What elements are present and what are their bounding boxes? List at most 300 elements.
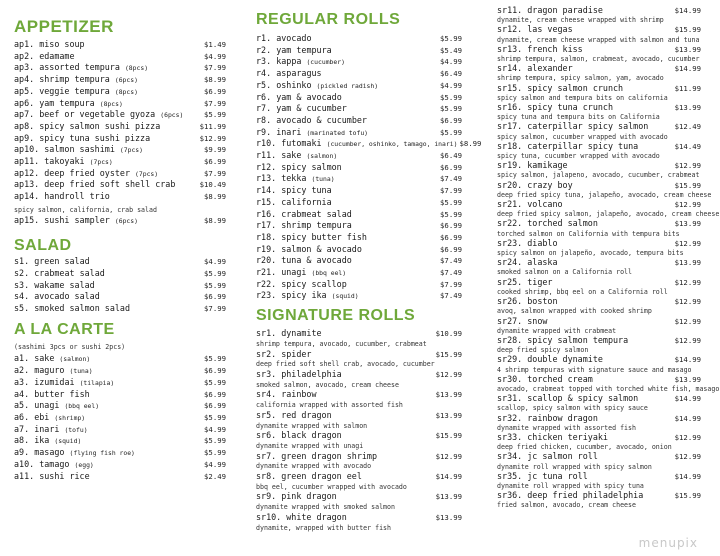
menu-item bbox=[14, 168, 226, 180]
item-note: (6pcs) bbox=[160, 111, 184, 120]
menu-item bbox=[497, 432, 701, 443]
item-name bbox=[256, 220, 352, 231]
item-price: $5.99 bbox=[204, 412, 226, 422]
item-name bbox=[256, 33, 311, 44]
item-label: torched cream bbox=[527, 373, 593, 384]
menu-item bbox=[497, 238, 701, 249]
item-price: $12.99 bbox=[674, 161, 701, 171]
item-label: butter fish bbox=[34, 388, 90, 399]
handroll-desc: spicy salmon, california, crab salad bbox=[14, 205, 157, 214]
menu-item bbox=[256, 45, 462, 57]
item-label: avocado & cucumber bbox=[276, 114, 367, 125]
item-name bbox=[256, 115, 367, 126]
item-code: r14. bbox=[256, 185, 277, 196]
item-price: $11.99 bbox=[674, 83, 701, 93]
item-label: unagi bbox=[34, 400, 60, 411]
item-name bbox=[256, 349, 311, 360]
item-code: sr13. bbox=[497, 43, 523, 54]
item-code: a7. bbox=[14, 423, 30, 434]
menu-item bbox=[497, 141, 701, 152]
menu-item bbox=[256, 80, 462, 92]
item-label: oshinko bbox=[276, 79, 312, 90]
item-label: yam tempura bbox=[276, 44, 332, 55]
menu-item bbox=[256, 491, 462, 503]
item-label: inari bbox=[34, 423, 60, 434]
item-name bbox=[497, 83, 623, 93]
menu-item bbox=[497, 316, 701, 327]
item-label: handroll trio bbox=[44, 191, 110, 202]
item-name bbox=[256, 173, 335, 185]
menu-item bbox=[256, 349, 462, 361]
item-price: $5.49 bbox=[440, 45, 462, 55]
item-label: rainbow dragon bbox=[527, 412, 598, 423]
item-description: shrimp tempura, spicy salmon, yam, avocado bbox=[497, 74, 664, 83]
item-name bbox=[14, 389, 90, 400]
item-name bbox=[14, 353, 90, 365]
item-note: (shrimp) bbox=[54, 413, 86, 422]
item-price: $7.99 bbox=[204, 63, 226, 73]
item-name bbox=[497, 354, 603, 364]
item-price: $5.99 bbox=[440, 209, 462, 219]
item-code: s4. bbox=[14, 291, 30, 302]
item-price: $6.99 bbox=[440, 244, 462, 254]
item-code: a2. bbox=[14, 365, 30, 376]
item-price: $4.99 bbox=[204, 257, 226, 267]
item-name bbox=[14, 168, 158, 180]
item-code: sr5. bbox=[256, 409, 277, 420]
menu-item bbox=[14, 389, 226, 401]
menu-item bbox=[497, 63, 701, 74]
item-price: $6.99 bbox=[440, 221, 462, 231]
item-price: $12.99 bbox=[674, 452, 701, 462]
item-code: ap4. bbox=[14, 74, 35, 85]
item-code: sr7. bbox=[256, 450, 277, 461]
item-price: $7.99 bbox=[204, 304, 226, 314]
item-code: r13. bbox=[256, 173, 277, 184]
item-code: sr18. bbox=[497, 140, 523, 151]
item-description: fried salmon, avocado, cream cheese bbox=[497, 501, 636, 510]
item-label: jc tuna roll bbox=[527, 470, 588, 481]
item-label: avocado bbox=[276, 33, 312, 43]
item-price: $12.99 bbox=[435, 451, 462, 461]
item-price: $12.99 bbox=[674, 200, 701, 210]
item-code: r4. bbox=[256, 68, 272, 79]
item-code: ap11. bbox=[14, 156, 40, 167]
item-name bbox=[256, 267, 346, 279]
item-description: dynamite wrapped with assorted fish bbox=[497, 423, 636, 432]
menu-item bbox=[497, 354, 701, 365]
item-price: $13.99 bbox=[435, 390, 462, 400]
item-label: green dragon eel bbox=[281, 471, 362, 482]
item-label: futomaki bbox=[281, 138, 322, 149]
item-name bbox=[14, 365, 93, 377]
item-name bbox=[256, 68, 322, 79]
item-label: beef or vegetable gyoza bbox=[39, 109, 156, 120]
menu-item bbox=[14, 412, 226, 424]
menu-item bbox=[256, 328, 462, 340]
item-code: ap3. bbox=[14, 62, 35, 73]
item-price: $12.99 bbox=[674, 432, 701, 442]
menu-item bbox=[14, 215, 226, 227]
item-name bbox=[256, 232, 367, 243]
item-description: dynamite wrapped with smoked salmon bbox=[256, 503, 395, 512]
item-label: french kiss bbox=[527, 43, 583, 54]
menu-item bbox=[256, 410, 462, 422]
menu-item bbox=[497, 160, 701, 171]
menu-item bbox=[497, 257, 701, 268]
item-label: tuna & avocado bbox=[281, 255, 352, 266]
menu-item bbox=[256, 512, 462, 524]
item-label: izumidai bbox=[34, 376, 75, 387]
item-code: a11. bbox=[14, 470, 35, 481]
item-price: $7.99 bbox=[440, 186, 462, 196]
item-description: deep fried spicy tuna, jalapeño, avocado, cream cheese bbox=[497, 190, 712, 199]
item-code: sr2. bbox=[256, 348, 277, 359]
alacarte-title: A LA CARTE bbox=[14, 320, 115, 338]
item-code: r11. bbox=[256, 150, 277, 161]
item-label: green dragon shrimp bbox=[281, 450, 378, 461]
item-description: bbq eel, cucumber wrapped with avocado bbox=[256, 482, 407, 491]
item-description: deep fried spicy salmon, jalapeño, avocado, cream cheese bbox=[497, 210, 720, 219]
item-code: sr17. bbox=[497, 121, 523, 132]
menu-item bbox=[14, 353, 226, 365]
menu-item bbox=[14, 365, 226, 377]
item-code: sr32. bbox=[497, 412, 523, 423]
item-code: a8. bbox=[14, 435, 30, 446]
menu-item bbox=[256, 173, 462, 185]
item-label: veggie tempura bbox=[39, 85, 110, 96]
item-name bbox=[497, 141, 638, 151]
item-code: s1. bbox=[14, 256, 30, 267]
menu-item bbox=[256, 267, 462, 279]
item-label: tekka bbox=[281, 173, 307, 184]
item-note: (bbq eel) bbox=[64, 402, 100, 411]
item-name bbox=[497, 160, 568, 170]
item-description: dynamite, wrapped with butter fish bbox=[256, 523, 391, 532]
menu-item bbox=[14, 400, 226, 412]
menu-item bbox=[497, 83, 701, 94]
item-code: sr9. bbox=[256, 491, 277, 502]
item-price: $12.99 bbox=[435, 369, 462, 379]
item-label: masago bbox=[34, 447, 65, 458]
item-name bbox=[256, 389, 317, 400]
item-name bbox=[497, 296, 558, 306]
menu-item bbox=[256, 255, 462, 267]
item-description: dynamite roll wrapped with spicy salmon bbox=[497, 462, 652, 471]
item-label: deep fried oyster bbox=[44, 167, 130, 178]
item-label: avocado salad bbox=[34, 291, 100, 302]
item-code: s2. bbox=[14, 267, 30, 278]
item-label: snow bbox=[527, 315, 548, 326]
column-left bbox=[14, 0, 226, 482]
item-label: green salad bbox=[34, 256, 90, 267]
menu-item bbox=[497, 199, 701, 210]
item-name bbox=[14, 62, 148, 74]
item-code: sr23. bbox=[497, 237, 523, 248]
item-code: r1. bbox=[256, 33, 272, 43]
item-label: deep fried philadelphia bbox=[527, 490, 644, 501]
menu-item bbox=[14, 74, 226, 86]
item-name bbox=[497, 5, 603, 15]
item-name bbox=[14, 39, 85, 50]
item-code: r22. bbox=[256, 278, 277, 289]
item-code: sr4. bbox=[256, 389, 277, 400]
menu-item bbox=[256, 197, 462, 209]
item-label: diablo bbox=[527, 237, 558, 248]
item-name bbox=[14, 268, 105, 279]
item-description: avoq, salmon wrapped with cooked shrimp bbox=[497, 307, 652, 316]
item-description: dynamite wrapped with salmon bbox=[256, 421, 368, 430]
menu-item bbox=[256, 92, 462, 104]
item-price: $12.99 bbox=[674, 335, 701, 345]
item-price: $7.99 bbox=[204, 98, 226, 108]
item-description: dynamite roll wrapped with spicy tuna bbox=[497, 481, 644, 490]
menu-item bbox=[14, 191, 226, 203]
item-code: sr11. bbox=[497, 5, 523, 15]
item-label: scallop & spicy salmon bbox=[527, 393, 639, 404]
item-price: $8.99 bbox=[459, 139, 482, 149]
item-code: sr22. bbox=[497, 218, 523, 229]
item-name bbox=[256, 491, 337, 502]
menu-item bbox=[14, 471, 226, 483]
item-note: (7pcs) bbox=[135, 169, 159, 178]
item-price: $7.99 bbox=[440, 279, 462, 289]
menu-item bbox=[497, 121, 701, 132]
item-code: r6. bbox=[256, 91, 272, 102]
item-name bbox=[14, 86, 138, 98]
menu-item bbox=[256, 471, 462, 483]
item-description: avocado, crabmeat topped with torched white fish, masago bbox=[497, 384, 720, 393]
item-price: $6.99 bbox=[204, 157, 226, 167]
item-price: $5.99 bbox=[440, 34, 462, 43]
menu-item bbox=[256, 451, 462, 463]
item-label: sushi rice bbox=[39, 470, 90, 481]
item-description: dynamite, cream cheese wrapped with shrimp bbox=[497, 16, 664, 25]
item-name bbox=[497, 180, 573, 190]
item-price: $14.99 bbox=[674, 6, 701, 15]
column-middle bbox=[256, 0, 482, 532]
menu-item bbox=[256, 185, 462, 197]
regular-list bbox=[256, 33, 482, 302]
item-label: volcano bbox=[527, 199, 563, 210]
item-price: $5.99 bbox=[440, 92, 462, 102]
item-price: $14.99 bbox=[674, 64, 701, 74]
item-code: sr6. bbox=[256, 430, 277, 441]
item-code: sr12. bbox=[497, 24, 523, 35]
item-price: $13.99 bbox=[674, 374, 701, 384]
item-note: (flying fish roe) bbox=[69, 449, 135, 458]
menu-item bbox=[497, 277, 701, 288]
item-price: $5.99 bbox=[204, 280, 226, 290]
item-price: $8.99 bbox=[204, 75, 226, 85]
item-price: $5.99 bbox=[440, 104, 462, 114]
item-name bbox=[256, 162, 342, 173]
menu-item bbox=[14, 86, 226, 98]
item-code: sr34. bbox=[497, 451, 523, 462]
item-code: sr16. bbox=[497, 102, 523, 113]
item-code: a1. bbox=[14, 353, 30, 364]
appetizer-extra bbox=[14, 215, 226, 227]
menu-item bbox=[497, 471, 701, 482]
item-price: $5.99 bbox=[440, 197, 462, 207]
item-name bbox=[497, 257, 558, 267]
item-label: double dynamite bbox=[527, 354, 603, 365]
item-description: spicy salmon, cucumber wrapped with avocado bbox=[497, 132, 668, 141]
item-label: yam & cucumber bbox=[276, 103, 347, 114]
item-price: $12.99 bbox=[674, 316, 701, 326]
item-code: r10. bbox=[256, 138, 277, 149]
item-label: white dragon bbox=[286, 511, 347, 522]
item-price: $12.99 bbox=[199, 133, 226, 143]
menu-item bbox=[14, 459, 226, 471]
item-note: (8pcs) bbox=[99, 99, 123, 108]
item-price: $5.99 bbox=[204, 110, 226, 120]
item-label: chicken teriyaki bbox=[527, 431, 608, 442]
item-name bbox=[497, 393, 638, 403]
item-description: cooked shrimp, bbq eel on a California roll bbox=[497, 287, 668, 296]
item-code: a6. bbox=[14, 411, 30, 422]
item-code: sr26. bbox=[497, 296, 523, 307]
item-label: ebi bbox=[34, 411, 50, 422]
item-label: spicy salmon tempura bbox=[527, 334, 629, 345]
item-note: (cucumber, oshinko, tamago, inari) bbox=[326, 140, 458, 149]
item-label: boston bbox=[527, 296, 558, 307]
item-price: $13.99 bbox=[435, 410, 462, 420]
item-name bbox=[256, 328, 322, 339]
item-code: s3. bbox=[14, 279, 30, 290]
item-price: $4.99 bbox=[204, 459, 226, 469]
item-price: $2.49 bbox=[204, 471, 226, 481]
item-label: jc salmon roll bbox=[527, 451, 598, 462]
item-label: unagi bbox=[281, 267, 307, 278]
item-code: r8. bbox=[256, 114, 272, 125]
item-label: alexander bbox=[527, 63, 573, 74]
item-code: ap14. bbox=[14, 191, 40, 202]
item-code: r2. bbox=[256, 44, 272, 55]
item-description: spicy tuna, cucumber wrapped with avocado bbox=[497, 152, 660, 161]
item-note: (8pcs) bbox=[124, 64, 149, 73]
item-name bbox=[256, 103, 347, 114]
item-code: r19. bbox=[256, 243, 277, 254]
item-description: dynamite wrapped with avocado bbox=[256, 462, 372, 471]
item-description: deep fried soft shell crab, avocado, cucumber bbox=[256, 360, 435, 369]
item-code: sr36. bbox=[497, 490, 523, 501]
item-name bbox=[497, 121, 648, 131]
item-description: spicy tuna and tempura bits on California bbox=[497, 113, 660, 122]
alacarte-subtitle: (sashimi 3pcs or sushi 2pcs) bbox=[14, 342, 126, 351]
item-price: $14.99 bbox=[435, 472, 462, 482]
item-price: $4.99 bbox=[440, 80, 462, 90]
item-code: r9. bbox=[256, 126, 272, 137]
item-code: r3. bbox=[256, 56, 272, 67]
item-price: $14.99 bbox=[674, 355, 701, 365]
item-code: r16. bbox=[256, 208, 277, 219]
item-price: $13.99 bbox=[674, 44, 701, 54]
item-code: r20. bbox=[256, 255, 277, 266]
item-name bbox=[256, 127, 368, 139]
item-label: las vegas bbox=[527, 24, 573, 35]
menu-item bbox=[497, 374, 701, 385]
item-name bbox=[14, 412, 85, 424]
item-price: $5.99 bbox=[204, 377, 226, 387]
item-label: black dragon bbox=[281, 430, 342, 441]
item-description: 4 shrimp tempuras with signature sauce and masago bbox=[497, 365, 692, 374]
item-description: spicy salmon on jalapeño, avocado, tempura bits bbox=[497, 249, 684, 258]
item-description: dynamite wrapped with unagi bbox=[256, 441, 364, 450]
item-code: a3. bbox=[14, 376, 30, 387]
item-label: dragon paradise bbox=[527, 5, 603, 15]
item-label: spicy tuna bbox=[281, 185, 332, 196]
item-code: r18. bbox=[256, 231, 277, 242]
item-note: (7pcs) bbox=[119, 146, 143, 155]
item-name bbox=[14, 459, 94, 471]
menu-item bbox=[497, 296, 701, 307]
item-label: inari bbox=[276, 126, 302, 137]
item-code: r21. bbox=[256, 267, 277, 278]
appetizer-title: APPETIZER bbox=[14, 17, 114, 36]
menu-item bbox=[497, 413, 701, 424]
item-label: tiger bbox=[527, 276, 553, 287]
item-code: s5. bbox=[14, 303, 30, 314]
menu-item bbox=[256, 209, 462, 221]
item-code: a4. bbox=[14, 388, 30, 399]
item-code: a10. bbox=[14, 458, 35, 469]
item-label: spicy tuna crunch bbox=[527, 102, 613, 113]
item-note: (squid) bbox=[331, 292, 359, 301]
watermark: menupix bbox=[638, 536, 698, 550]
item-label: spicy tuna sushi pizza bbox=[39, 132, 151, 143]
item-description: torched salmon on California with tempura bits bbox=[497, 229, 680, 238]
item-code: sr33. bbox=[497, 431, 523, 442]
menu-item bbox=[14, 256, 226, 268]
menu-item bbox=[256, 115, 462, 127]
item-price: $13.99 bbox=[435, 512, 462, 522]
appetizer-list bbox=[14, 39, 226, 203]
salad-list bbox=[14, 256, 226, 315]
item-price: $13.99 bbox=[674, 258, 701, 268]
regular-title: REGULAR ROLLS bbox=[256, 11, 401, 28]
item-price: $12.99 bbox=[674, 277, 701, 287]
item-description: california wrapped with assorted fish bbox=[256, 401, 403, 410]
menu-item bbox=[497, 393, 701, 404]
item-code: sr24. bbox=[497, 257, 523, 268]
item-label: shrimp tempura bbox=[39, 74, 110, 85]
item-description: dynamite wrapped with crabmeat bbox=[497, 326, 617, 335]
item-code: r5. bbox=[256, 79, 272, 90]
menu-item bbox=[256, 138, 482, 150]
column-right bbox=[497, 0, 720, 510]
menu-item bbox=[14, 98, 226, 110]
item-code: ap12. bbox=[14, 167, 40, 178]
item-price: $7.99 bbox=[204, 168, 226, 178]
item-name bbox=[256, 150, 337, 162]
menu-item bbox=[14, 424, 226, 436]
item-label: spicy butter fish bbox=[281, 231, 367, 242]
menu-item bbox=[14, 109, 226, 121]
menu-item bbox=[256, 244, 462, 256]
item-price: $5.99 bbox=[204, 448, 226, 458]
item-label: salmon & avocado bbox=[281, 243, 362, 254]
item-label: red dragon bbox=[281, 409, 332, 420]
item-description: smoked salmon, avocado, cream cheese bbox=[256, 380, 399, 389]
item-code: sr25. bbox=[497, 276, 523, 287]
menu-item bbox=[256, 127, 462, 139]
menu-item bbox=[256, 232, 462, 244]
item-code: ap1. bbox=[14, 39, 35, 49]
item-price: $5.99 bbox=[440, 127, 462, 137]
menu-item bbox=[14, 121, 226, 133]
item-label: edamame bbox=[39, 50, 75, 61]
